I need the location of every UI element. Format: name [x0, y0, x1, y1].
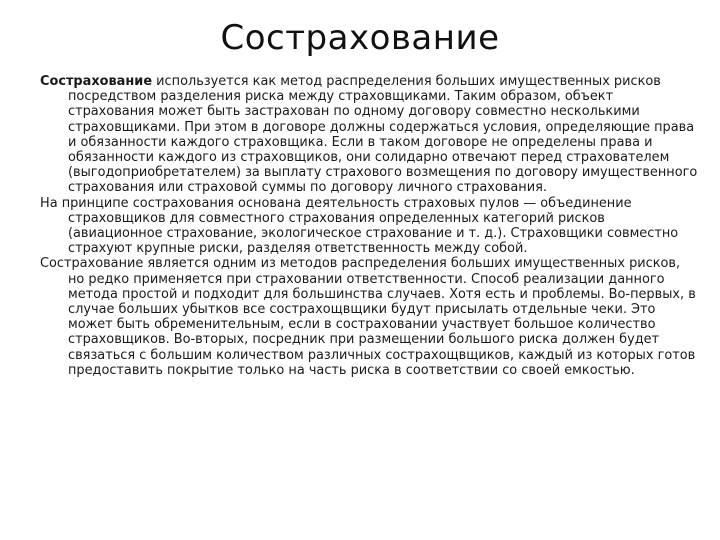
slide-body [40, 74, 700, 378]
paragraph-2 [40, 196, 700, 257]
paragraph-3 [40, 256, 700, 378]
paragraph-1 [40, 74, 700, 196]
paragraph-3-text: Сострахование является одним из методов распределения больших имущественных рисков, но редко применяется при страховании ответственности. Способ реализации данного метода простой и подходит для большинства случаев. Хотя есть и проблемы. Во-первых, в случае больших убытков все сострахощвщики будут присылать отдельные чеки. Это может быть обременительным, если в состраховании участвует большое количество страховщиков. Во-вторых, посредник при размещении большого риска должен будет связаться с большим количеством различных сострахощвщиков, каждый из которых готов предоставить покрытие только на часть риска в соответствии со своей емкостью. [40, 256, 696, 378]
slide-title: Сострахование [220, 18, 500, 58]
paragraph-1-lead-term: Сострахование [40, 74, 153, 89]
paragraph-1-text: используется как метод распределения больших имущественных рисков посредством разделения риска между страховщиками. Таким образом, объект страхования может быть застрахован по одному договору совместно несколькими страховщиками. При этом в договоре должны содержаться условия, определяющие права и обязанности каждого страховщика. Если в таком договоре не определены права и обязанности каждого из страховщиков, они солидарно отвечают перед страхователем (выгодоприобретателем) за выплату страхового возмещения по договору имущественного страхования или страховой суммы по договору личного страхования. [68, 74, 698, 196]
paragraph-2-text: На принципе сострахования основана деятельность страховых пулов — объединение страховщиков для совместного страхования определенных категорий рисков (авиационное страхование, экологическое страхование и т. д.). Страховщики совместно страхуют крупные риски, разделяя ответственность между собой. [40, 195, 679, 257]
